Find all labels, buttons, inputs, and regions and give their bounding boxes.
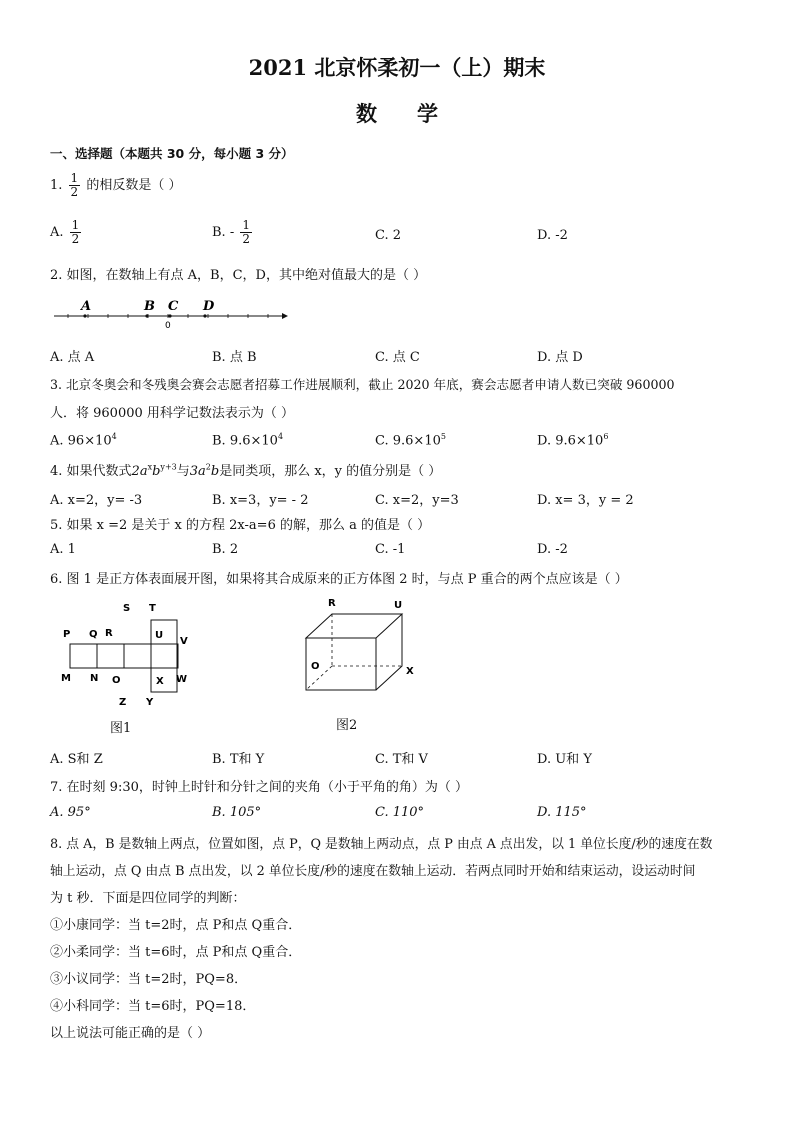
point-a-dot [83,314,86,317]
q3-option-c: C. $9.6\times 10^5$ [375,432,446,449]
net-label-m: M [61,673,71,684]
q7-option-a: A. 95° [50,805,91,820]
q8-statement-2: ②小柔同学：当 t=6时，点 P和点 Q重合． [50,945,302,960]
net-label-p: P [63,629,71,640]
figure-1-caption: 图1 [110,721,132,736]
subject-title: 数学 [356,101,478,126]
q2-option-d: D. 点 D [537,350,583,365]
cube-label-o: O [311,661,320,672]
q3-option-b: B. $9.6\times 10^4$ [212,432,284,449]
question-5: 5. 如果 x =2 是关于 x 的方程 2x-a=6 的解，那么 a 的值是（ ） [50,518,431,533]
figure-2-caption: 图2 [336,718,358,733]
cube-label-r: R [328,598,336,609]
q8-statement-3: ③小议同学：当 t=2时，PQ=8． [50,972,248,987]
point-b-dot [145,314,148,317]
question-4: 4. 如果代数式$2a^xb^{y+3}$与$3a^2b$是同类项，那么 x，y 的值分别是（ ） [50,462,442,479]
question-3-line-1: 3. 北京冬奥会和冬残奥会赛会志愿者招募工作进展顺利，截止 2020 年底，赛会志愿者申请人数已突破 960000 [50,377,675,392]
question-8-line-1: 8. 点 A，B 是数轴上两点，位置如图，点 P，Q 是数轴上两动点，点 P 由点 A 点出发，以 1 单位长度/秒的速度在数 [50,837,713,852]
net-label-q: Q [89,629,98,640]
q7-option-c: C. 110° [375,805,425,820]
cube-label-u: U [394,600,403,611]
net-label-t: T [149,603,156,614]
q2-option-b: B. 点 B [212,350,257,365]
net-label-n: N [90,673,99,684]
q6-option-d: D. U和 Y [537,752,592,767]
q4-option-d: D. x= 3，y = 2 [537,493,634,508]
q6-option-b: B. T和 Y [212,752,265,767]
q1-text: 的相反数是（ ） [86,178,182,193]
q5-option-d: D. -2 [537,542,568,557]
cube-figure [298,594,428,699]
net-label-u: U [155,630,164,641]
question-7: 7. 在时刻 9:30，时钟上时针和分针之间的夹角（小于平角的角）为（ ） [50,780,468,795]
q3-option-a: A. $96\times 10^4$ [50,432,117,449]
q7-option-d: D. 115° [537,805,587,820]
axis-arrow [282,313,288,319]
question-8-line-2: 轴上运动，点 Q 由点 B 点出发，以 2 单位长度/秒的速度在数轴上运动．若两点同时开始和结束运动，设运动时间 [50,864,696,879]
q5-option-b: B. 2 [212,542,239,557]
q4-option-b: B. x=3，y= - 2 [212,493,309,508]
net-label-y: Y [146,697,154,708]
cube-label-x: X [406,666,414,677]
q7-option-b: B. 105° [212,805,262,820]
question-1 [50,172,181,199]
q8-statement-1: ①小康同学：当 t=2时，点 P和点 Q重合． [50,918,302,933]
number-line-figure [50,296,290,332]
net-label-w: W [176,674,188,685]
q1-option-b: B. - $\frac{1}{2}$ [212,218,250,246]
question-8-line-3: 为 t 秒．下面是四位同学的判断： [50,891,246,906]
q8-prompt: 以上说法可能正确的是（ ） [50,1026,211,1041]
q2-option-a: A. 点 A [50,350,95,365]
q1-prefix: 1. [50,178,63,193]
q2-option-c: C. 点 C [375,350,420,365]
q6-option-a: A. S和 Z [50,752,103,767]
cube-net-figure [55,598,205,713]
net-label-o: O [112,675,121,686]
net-label-r: R [105,628,113,639]
point-d-dot [203,314,206,317]
q3-option-d: D. $9.6\times 10^6$ [537,432,609,449]
q1-option-c: C. 2 [375,228,402,243]
zero-label: 0 [165,321,171,331]
net-label-v: V [180,636,188,647]
q6-option-c: C. T和 V [375,752,428,767]
question-6: 6. 图 1 是正方体表面展开图，如果将其合成原来的正方体图 2 时，与点 P 重合的两个点应该是（ ） [50,572,628,587]
q1-fraction: $\frac{1}{2}$ [70,171,79,199]
question-3-line-2: 人．将 960000 用科学记数法表示为（ ） [50,406,295,421]
net-label-z: Z [119,697,127,708]
q4-option-c: C. x=2，y=3 [375,493,459,508]
net-label-x: X [156,676,164,687]
q5-option-a: A. 1 [50,542,76,557]
point-c-label: C [168,299,179,314]
net-label-s: S [123,603,131,614]
page-title: 2021 北京怀柔初一（上）期末 [248,55,546,80]
q1-option-a: A. $\frac{1}{2}$ [50,218,80,246]
q5-option-c: C. -1 [375,542,406,557]
section-heading: 一、选择题（本题共 30 分，每小题 3 分） [50,146,294,161]
point-d-label: D [203,299,215,314]
question-2: 2. 如图，在数轴上有点 A，B，C，D，其中绝对值最大的是（ ） [50,268,427,283]
point-a-label: A [81,299,92,314]
q4-option-a: A. x=2，y= -3 [50,493,143,508]
q8-statement-4: ④小科同学：当 t=6时，PQ=18． [50,999,256,1014]
q1-option-d: D. -2 [537,228,568,243]
point-b-label: B [144,299,155,314]
point-c-dot [168,314,171,317]
